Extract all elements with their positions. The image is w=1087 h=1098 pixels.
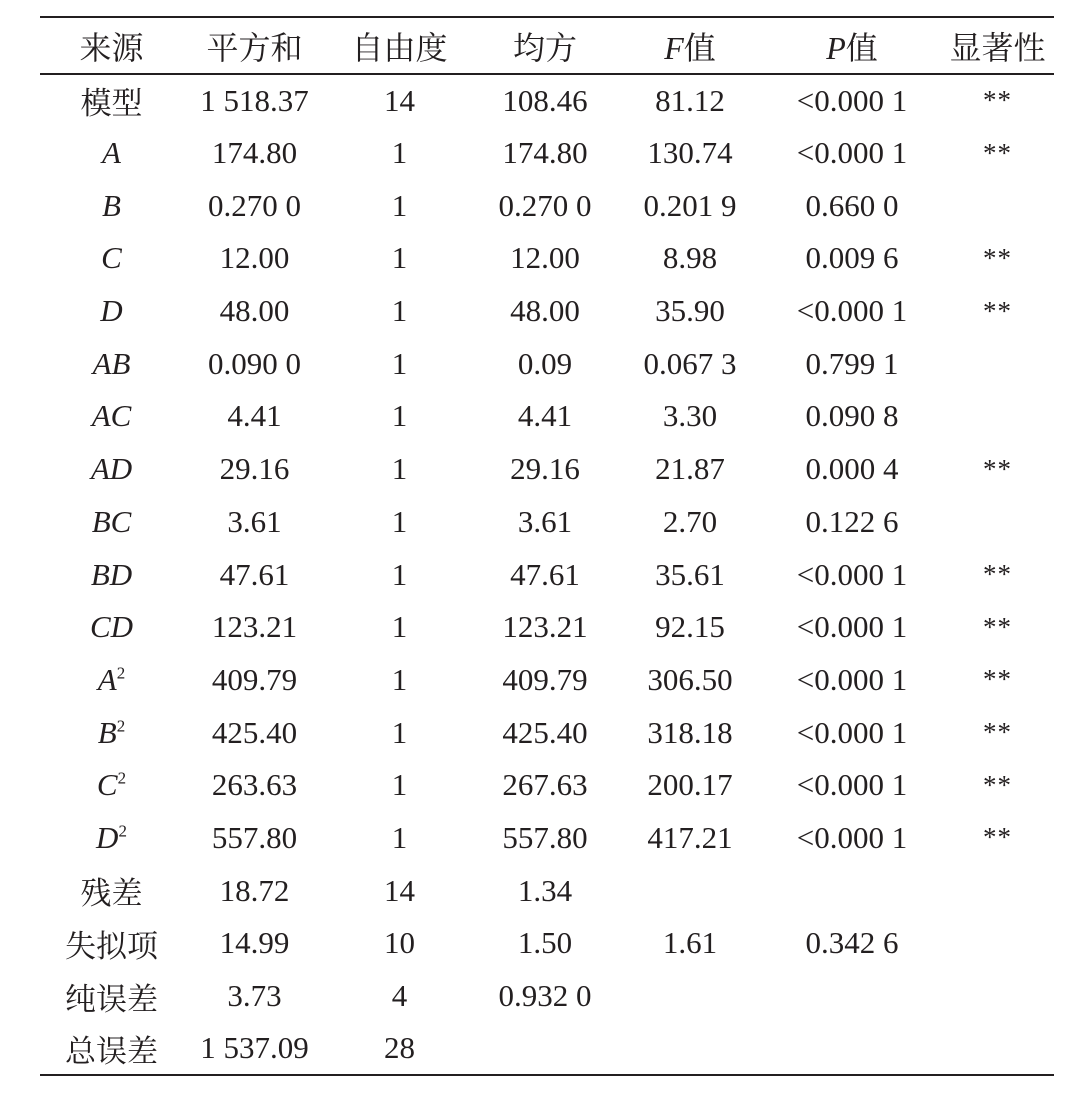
mean-square-cell: 174.80 <box>502 135 588 171</box>
f-value-cell <box>617 864 763 917</box>
f-value-cell: 21.87 <box>655 451 725 487</box>
p-value-cell: <0.000 1 <box>796 661 908 697</box>
p-value-cell: 0.799 1 <box>805 345 899 381</box>
sum-of-squares-cell: 0.270 0 <box>208 187 301 223</box>
mean-square-cell: 425.40 <box>502 714 588 750</box>
p-value-cell: <0.000 1 <box>796 767 908 803</box>
mean-square-cell: 0.270 0 <box>498 187 592 223</box>
f-value-cell: 3.30 <box>662 398 718 434</box>
sum-of-squares-cell: 29.16 <box>219 451 290 487</box>
degrees-of-freedom-cell: 10 <box>384 925 415 961</box>
superscript: 2 <box>116 716 126 736</box>
significance-cell <box>941 496 1054 549</box>
mean-square-cell <box>473 1022 617 1075</box>
p-value-cell <box>763 970 941 1023</box>
p-value-cell: <0.000 1 <box>796 556 908 592</box>
mean-square-cell: 267.63 <box>502 767 588 803</box>
p-value-cell: <0.000 1 <box>796 819 908 855</box>
table-row <box>40 548 1054 601</box>
table-row <box>40 337 1054 390</box>
sum-of-squares-cell: 12.00 <box>219 240 290 276</box>
source-cell: C <box>101 240 122 276</box>
sum-of-squares-cell: 1 518.37 <box>200 82 309 118</box>
degrees-of-freedom-cell: 4 <box>391 978 408 1014</box>
source-cell: $B^2$ <box>97 714 126 750</box>
table-row <box>40 232 1054 285</box>
significance-cell: ** <box>983 453 1012 484</box>
significance-cell: ** <box>983 769 1012 800</box>
p-value-cell: <0.000 1 <box>796 135 908 171</box>
source-cell: 总误差 <box>40 1022 183 1075</box>
f-value-cell: 8.98 <box>662 240 718 276</box>
p-value-cell: <0.000 1 <box>796 293 908 329</box>
anova-table-container <box>40 16 1054 1076</box>
degrees-of-freedom-cell: 28 <box>326 1022 473 1075</box>
significance-cell <box>941 337 1054 390</box>
p-value-cell <box>763 864 941 917</box>
header-degrees-of-freedom: 自由度 <box>326 17 473 74</box>
p-value-cell: <0.000 1 <box>796 82 908 118</box>
p-value-cell: <0.000 1 <box>796 714 908 750</box>
sum-of-squares-cell: 263.63 <box>211 767 298 803</box>
mean-square-cell: 1.50 <box>517 925 573 961</box>
f-value-cell: 318.18 <box>647 714 733 750</box>
table-row <box>40 864 1054 917</box>
source-cell: $D^2$ <box>96 819 127 855</box>
source-cell: BC <box>91 503 132 539</box>
f-value-cell: 200.17 <box>647 767 733 803</box>
source-cell: 残差 <box>80 876 143 912</box>
p-value-cell: 0.009 6 <box>805 240 899 276</box>
table-row <box>40 285 1054 338</box>
table-row <box>40 917 1054 970</box>
p-value-cell: 0.000 4 <box>805 451 899 487</box>
mean-square-cell: 0.09 <box>517 345 573 381</box>
p-value-cell: <0.000 1 <box>796 609 908 645</box>
table-row <box>40 706 1054 759</box>
sum-of-squares-cell: 0.090 0 <box>208 345 301 381</box>
p-value-cell: 0.090 8 <box>805 398 899 434</box>
table-row <box>40 127 1054 180</box>
degrees-of-freedom-cell: 1 <box>391 240 408 276</box>
table-row <box>40 390 1054 443</box>
f-value-cell: 0.201 9 <box>643 187 737 223</box>
significance-cell: ** <box>983 822 1012 853</box>
table-row <box>40 496 1054 549</box>
source-cell: BD <box>90 556 133 592</box>
degrees-of-freedom-cell: 1 <box>391 398 408 434</box>
anova-table <box>40 16 1054 1076</box>
f-value-cell <box>617 970 763 1023</box>
f-value-cell: 81.12 <box>655 82 725 118</box>
f-value-cell: 35.61 <box>655 556 725 592</box>
degrees-of-freedom-cell: 1 <box>391 293 408 329</box>
table-row <box>40 179 1054 232</box>
sum-of-squares-cell: 14.99 <box>219 925 290 961</box>
mean-square-cell: 12.00 <box>510 240 580 276</box>
significance-cell: ** <box>983 137 1012 168</box>
source-cell: 纯误差 <box>65 981 158 1017</box>
mean-square-cell: 4.41 <box>517 398 573 434</box>
p-value-cell: 0.342 6 <box>805 925 899 961</box>
degrees-of-freedom-cell: 14 <box>384 82 415 118</box>
degrees-of-freedom-cell: 1 <box>391 609 408 645</box>
header-mean-square: 均方 <box>473 17 617 74</box>
table-body <box>40 74 1054 1075</box>
header-row <box>40 17 1054 74</box>
sum-of-squares-cell: 3.73 <box>227 978 282 1014</box>
degrees-of-freedom-cell: 1 <box>391 714 408 750</box>
sum-of-squares-cell: 409.79 <box>211 661 298 697</box>
sum-of-squares-cell: 123.21 <box>211 609 298 645</box>
f-value-cell: 35.90 <box>655 293 725 329</box>
source-cell: AB <box>92 345 131 381</box>
header-source: 来源 <box>40 17 183 74</box>
source-cell: 模型 <box>80 86 143 122</box>
table-row <box>40 1022 1054 1075</box>
source-cell: B <box>102 187 121 223</box>
mean-square-cell: 108.46 <box>502 82 588 118</box>
f-value-cell <box>617 1022 763 1075</box>
f-value-cell: 92.15 <box>655 609 725 645</box>
p-value-cell <box>763 1022 941 1075</box>
table-row <box>40 654 1054 707</box>
significance-cell: ** <box>983 611 1012 642</box>
p-value-cell: 0.122 6 <box>805 503 899 539</box>
header-sum-of-squares: 平方和 <box>183 17 326 74</box>
mean-square-cell: 0.932 0 <box>498 978 592 1014</box>
degrees-of-freedom-cell: 1 <box>391 767 408 803</box>
source-cell: $A^2$ <box>97 661 126 697</box>
significance-cell <box>941 179 1054 232</box>
sum-of-squares-cell: 1 537.09 <box>183 1022 326 1075</box>
significance-cell: ** <box>983 242 1012 273</box>
significance-cell: ** <box>983 85 1012 116</box>
degrees-of-freedom-cell: 1 <box>391 661 408 697</box>
mean-square-cell: 3.61 <box>517 503 573 539</box>
source-cell: 失拟项 <box>65 928 158 964</box>
sum-of-squares-cell: 3.61 <box>227 503 282 539</box>
f-value-cell: 417.21 <box>647 819 733 855</box>
source-cell: A <box>102 135 121 171</box>
significance-cell <box>941 917 1054 970</box>
table-row <box>40 601 1054 654</box>
significance-cell <box>941 864 1054 917</box>
sum-of-squares-cell: 47.61 <box>219 556 290 592</box>
mean-square-cell: 47.61 <box>510 556 580 592</box>
sum-of-squares-cell: 174.80 <box>211 135 298 171</box>
significance-cell: ** <box>983 664 1012 695</box>
table-row <box>40 812 1054 865</box>
significance-cell: ** <box>983 559 1012 590</box>
significance-cell <box>941 390 1054 443</box>
p-value-cell: 0.660 0 <box>805 187 899 223</box>
header-f-value: F值 <box>617 17 763 74</box>
superscript: 2 <box>117 768 127 788</box>
f-value-cell: 306.50 <box>647 661 733 697</box>
table-row <box>40 759 1054 812</box>
table-row <box>40 970 1054 1023</box>
degrees-of-freedom-cell: 1 <box>391 556 408 592</box>
source-cell: AD <box>90 451 133 487</box>
f-value-cell: 130.74 <box>647 135 733 171</box>
sum-of-squares-cell: 425.40 <box>211 714 298 750</box>
mean-square-cell: 409.79 <box>502 661 588 697</box>
mean-square-cell: 48.00 <box>510 293 580 329</box>
sum-of-squares-cell: 18.72 <box>219 872 290 908</box>
sum-of-squares-cell: 4.41 <box>227 398 282 434</box>
sum-of-squares-cell: 557.80 <box>211 819 298 855</box>
f-value-cell: 1.61 <box>662 925 718 961</box>
superscript: 2 <box>118 821 127 841</box>
degrees-of-freedom-cell: 1 <box>391 503 408 539</box>
significance-cell <box>941 1022 1054 1075</box>
table-row <box>40 443 1054 496</box>
sum-of-squares-cell: 48.00 <box>219 293 290 329</box>
degrees-of-freedom-cell: 1 <box>391 451 408 487</box>
mean-square-cell: 1.34 <box>517 872 573 908</box>
significance-cell: ** <box>983 717 1012 748</box>
degrees-of-freedom-cell: 1 <box>391 819 408 855</box>
table-row <box>40 74 1054 127</box>
mean-square-cell: 557.80 <box>502 819 588 855</box>
degrees-of-freedom-cell: 1 <box>391 135 408 171</box>
source-cell: D <box>100 293 123 329</box>
degrees-of-freedom-cell: 14 <box>384 872 415 908</box>
source-cell: $C^2$ <box>96 767 127 803</box>
f-value-cell: 0.067 3 <box>643 345 737 381</box>
mean-square-cell: 29.16 <box>510 451 580 487</box>
degrees-of-freedom-cell: 1 <box>391 345 408 381</box>
superscript: 2 <box>116 663 126 683</box>
header-p-value: P值 <box>763 17 941 74</box>
f-value-cell: 2.70 <box>662 503 718 539</box>
significance-cell: ** <box>983 295 1012 326</box>
header-significance: 显著性 <box>941 17 1054 74</box>
source-cell: CD <box>89 609 134 645</box>
degrees-of-freedom-cell: 1 <box>391 187 408 223</box>
mean-square-cell: 123.21 <box>502 609 588 645</box>
significance-cell <box>941 970 1054 1023</box>
source-cell: AC <box>91 398 132 434</box>
